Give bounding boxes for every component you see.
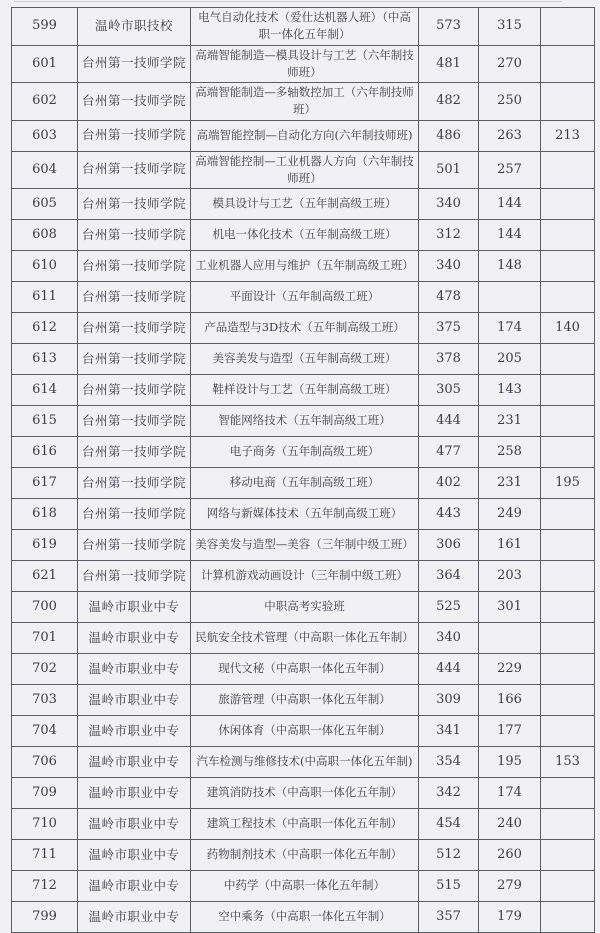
table-row [12,654,595,685]
third-score-cell [541,561,595,592]
table-row [12,251,595,282]
program-cell: 中职高考实验班 [191,592,419,623]
school-cell: 台州第一技师学院 [78,220,191,251]
third-score-cell: 195 [541,468,595,499]
code-cell: 618 [12,499,78,530]
second-score-cell: 260 [479,840,541,871]
first-score-cell: 444 [419,406,479,437]
third-score-cell [541,499,595,530]
program-cell: 平面设计（五年制高级工班） [191,282,419,313]
program-cell: 鞋样设计与工艺（五年制高级工班） [191,375,419,406]
third-score-cell [541,716,595,747]
table-row [12,685,595,716]
third-score-cell: 140 [541,313,595,344]
third-score-cell [541,871,595,902]
program-cell: 机电一体化技术（五年制高级工班） [191,220,419,251]
table-row [12,716,595,747]
second-score-cell: 195 [479,747,541,778]
school-cell: 温岭市职业中专 [78,716,191,747]
third-score-cell [541,778,595,809]
third-score-cell [541,45,595,83]
school-cell: 台州第一技师学院 [78,83,191,121]
first-score-cell: 515 [419,871,479,902]
third-score-cell [541,282,595,313]
second-score-cell: 257 [479,151,541,189]
first-score-cell: 357 [419,902,479,933]
second-score-cell [479,282,541,313]
code-cell: 799 [12,902,78,933]
code-cell: 712 [12,871,78,902]
code-cell: 602 [12,83,78,121]
third-score-cell [541,685,595,716]
table-row [12,375,595,406]
first-score-cell: 512 [419,840,479,871]
table-row [12,437,595,468]
first-score-cell: 444 [419,654,479,685]
program-cell: 电子商务（五年制高级工班） [191,437,419,468]
second-score-cell: 258 [479,437,541,468]
first-score-cell: 402 [419,468,479,499]
school-cell: 温岭市职业中专 [78,747,191,778]
table-row [12,530,595,561]
program-cell: 美容美发与造型（五年制高级工班） [191,344,419,375]
program-cell: 计算机游戏动画设计（三年制中级工班） [191,561,419,592]
second-score-cell [479,623,541,654]
code-cell: 700 [12,592,78,623]
code-cell: 703 [12,685,78,716]
first-score-cell: 305 [419,375,479,406]
school-cell: 温岭市职业中专 [78,778,191,809]
program-cell: 高端智能制造—模具设计与工艺（六年制技师班） [191,45,419,83]
third-score-cell [541,151,595,189]
school-cell: 台州第一技师学院 [78,375,191,406]
program-cell: 建筑消防技术（中高职一体化五年制） [191,778,419,809]
second-score-cell: 249 [479,499,541,530]
third-score-cell [541,344,595,375]
third-score-cell [541,251,595,282]
code-cell: 710 [12,809,78,840]
program-cell: 空中乘务（中高职一体化五年制） [191,902,419,933]
code-cell: 619 [12,530,78,561]
code-cell: 614 [12,375,78,406]
table-row [12,902,595,933]
program-cell: 工业机器人应用与维护（五年制高级工班） [191,251,419,282]
table-row [12,45,595,83]
first-score-cell: 309 [419,685,479,716]
program-cell: 汽车检测与维修技术(中高职一体化五年制) [191,747,419,778]
program-cell: 高端智能制造—多轴数控加工（六年制技师班） [191,83,419,121]
second-score-cell: 250 [479,83,541,121]
first-score-cell: 378 [419,344,479,375]
school-cell: 温岭市职业中专 [78,623,191,654]
program-cell: 高端智能控制—工业机器人方向（六年制技师班） [191,151,419,189]
second-score-cell: 148 [479,251,541,282]
first-score-cell: 454 [419,809,479,840]
code-cell: 611 [12,282,78,313]
second-score-cell: 205 [479,344,541,375]
third-score-cell [541,220,595,251]
table-row [12,344,595,375]
first-score-cell: 525 [419,592,479,623]
table-row [12,840,595,871]
second-score-cell: 240 [479,809,541,840]
code-cell: 621 [12,561,78,592]
school-cell: 温岭市职业中专 [78,592,191,623]
second-score-cell: 144 [479,220,541,251]
code-cell: 711 [12,840,78,871]
first-score-cell: 477 [419,437,479,468]
third-score-cell: 213 [541,120,595,151]
school-cell: 温岭市职业中专 [78,654,191,685]
school-cell: 温岭市职业中专 [78,685,191,716]
school-cell: 台州第一技师学院 [78,530,191,561]
second-score-cell: 301 [479,592,541,623]
program-cell: 中药学（中高职一体化五年制） [191,871,419,902]
third-score-cell [541,623,595,654]
code-cell: 605 [12,189,78,220]
second-score-cell: 161 [479,530,541,561]
code-cell: 608 [12,220,78,251]
table-row [12,871,595,902]
table-row [12,120,595,151]
code-cell: 616 [12,437,78,468]
code-cell: 615 [12,406,78,437]
code-cell: 704 [12,716,78,747]
school-cell: 台州第一技师学院 [78,437,191,468]
table-row [12,561,595,592]
first-score-cell: 478 [419,282,479,313]
third-score-cell [541,530,595,561]
table-row [12,220,595,251]
code-cell: 612 [12,313,78,344]
second-score-cell: 263 [479,120,541,151]
code-cell: 613 [12,344,78,375]
code-cell: 702 [12,654,78,685]
second-score-cell: 231 [479,406,541,437]
program-cell: 民航安全技术管理（中高职一体化五年制） [191,623,419,654]
first-score-cell: 340 [419,189,479,220]
second-score-cell: 279 [479,871,541,902]
code-cell: 604 [12,151,78,189]
second-score-cell: 229 [479,654,541,685]
first-score-cell: 306 [419,530,479,561]
table-row [12,406,595,437]
code-cell: 617 [12,468,78,499]
first-score-cell: 486 [419,120,479,151]
admission-score-table [11,7,595,933]
second-score-cell: 270 [479,45,541,83]
third-score-cell [541,375,595,406]
table-row [12,189,595,220]
first-score-cell: 341 [419,716,479,747]
school-cell: 台州第一技师学院 [78,313,191,344]
school-cell: 台州第一技师学院 [78,406,191,437]
code-cell: 709 [12,778,78,809]
second-score-cell: 177 [479,716,541,747]
third-score-cell [541,592,595,623]
code-cell: 603 [12,120,78,151]
table-row [12,83,595,121]
school-cell: 台州第一技师学院 [78,282,191,313]
program-cell: 高端智能控制—自动化方向(六年制技师班) [191,120,419,151]
program-cell: 电气自动化技术（爱仕达机器人班）（中高职一体化五年制） [191,8,419,46]
table-row [12,468,595,499]
first-score-cell: 501 [419,151,479,189]
third-score-cell [541,840,595,871]
table-row [12,747,595,778]
school-cell: 台州第一技师学院 [78,344,191,375]
first-score-cell: 354 [419,747,479,778]
second-score-cell: 143 [479,375,541,406]
table-row [12,282,595,313]
cropped-row-border-fragment [14,1,562,2]
third-score-cell [541,189,595,220]
program-cell: 休闲体育（中高职一体化五年制） [191,716,419,747]
school-cell: 温岭市职业中专 [78,840,191,871]
first-score-cell: 340 [419,623,479,654]
third-score-cell [541,654,595,685]
program-cell: 药物制剂技术（中高职一体化五年制） [191,840,419,871]
program-cell: 旅游管理（中高职一体化五年制） [191,685,419,716]
third-score-cell [541,406,595,437]
school-cell: 台州第一技师学院 [78,151,191,189]
first-score-cell: 312 [419,220,479,251]
first-score-cell: 481 [419,45,479,83]
school-cell: 台州第一技师学院 [78,189,191,220]
table-row [12,313,595,344]
table-row [12,778,595,809]
program-cell: 建筑工程技术（中高职一体化五年制） [191,809,419,840]
second-score-cell: 203 [479,561,541,592]
first-score-cell: 443 [419,499,479,530]
school-cell: 温岭市职业中专 [78,809,191,840]
second-score-cell: 166 [479,685,541,716]
school-cell: 台州第一技师学院 [78,45,191,83]
third-score-cell [541,809,595,840]
table-row [12,151,595,189]
first-score-cell: 364 [419,561,479,592]
second-score-cell: 174 [479,778,541,809]
first-score-cell: 482 [419,83,479,121]
table-row [12,623,595,654]
third-score-cell [541,902,595,933]
code-cell: 599 [12,8,78,46]
table-row [12,592,595,623]
second-score-cell: 231 [479,468,541,499]
first-score-cell: 340 [419,251,479,282]
program-cell: 智能网络技术（五年制高级工班） [191,406,419,437]
first-score-cell: 342 [419,778,479,809]
code-cell: 706 [12,747,78,778]
second-score-cell: 144 [479,189,541,220]
third-score-cell [541,437,595,468]
third-score-cell [541,8,595,46]
second-score-cell: 174 [479,313,541,344]
second-score-cell: 179 [479,902,541,933]
table-row [12,8,595,46]
program-cell: 模具设计与工艺（五年制高级工班） [191,189,419,220]
school-cell: 台州第一技师学院 [78,120,191,151]
score-table-body [12,8,595,933]
code-cell: 610 [12,251,78,282]
program-cell: 网络与新媒体技术（五年制高级工班） [191,499,419,530]
program-cell: 产品造型与3D技术（五年制高级工班） [191,313,419,344]
program-cell: 移动电商（五年制高级工班） [191,468,419,499]
school-cell: 台州第一技师学院 [78,468,191,499]
table-row [12,809,595,840]
third-score-cell: 153 [541,747,595,778]
table-row [12,499,595,530]
school-cell: 温岭市职业中专 [78,871,191,902]
school-cell: 台州第一技师学院 [78,561,191,592]
second-score-cell: 315 [479,8,541,46]
program-cell: 美容美发与造型—美容（三年制中级工班） [191,530,419,561]
school-cell: 台州第一技师学院 [78,251,191,282]
code-cell: 601 [12,45,78,83]
first-score-cell: 375 [419,313,479,344]
code-cell: 701 [12,623,78,654]
first-score-cell: 573 [419,8,479,46]
school-cell: 温岭市职业中专 [78,902,191,933]
third-score-cell [541,83,595,121]
school-cell: 台州第一技师学院 [78,499,191,530]
program-cell: 现代文秘（中高职一体化五年制） [191,654,419,685]
school-cell: 温岭市职技校 [78,8,191,46]
